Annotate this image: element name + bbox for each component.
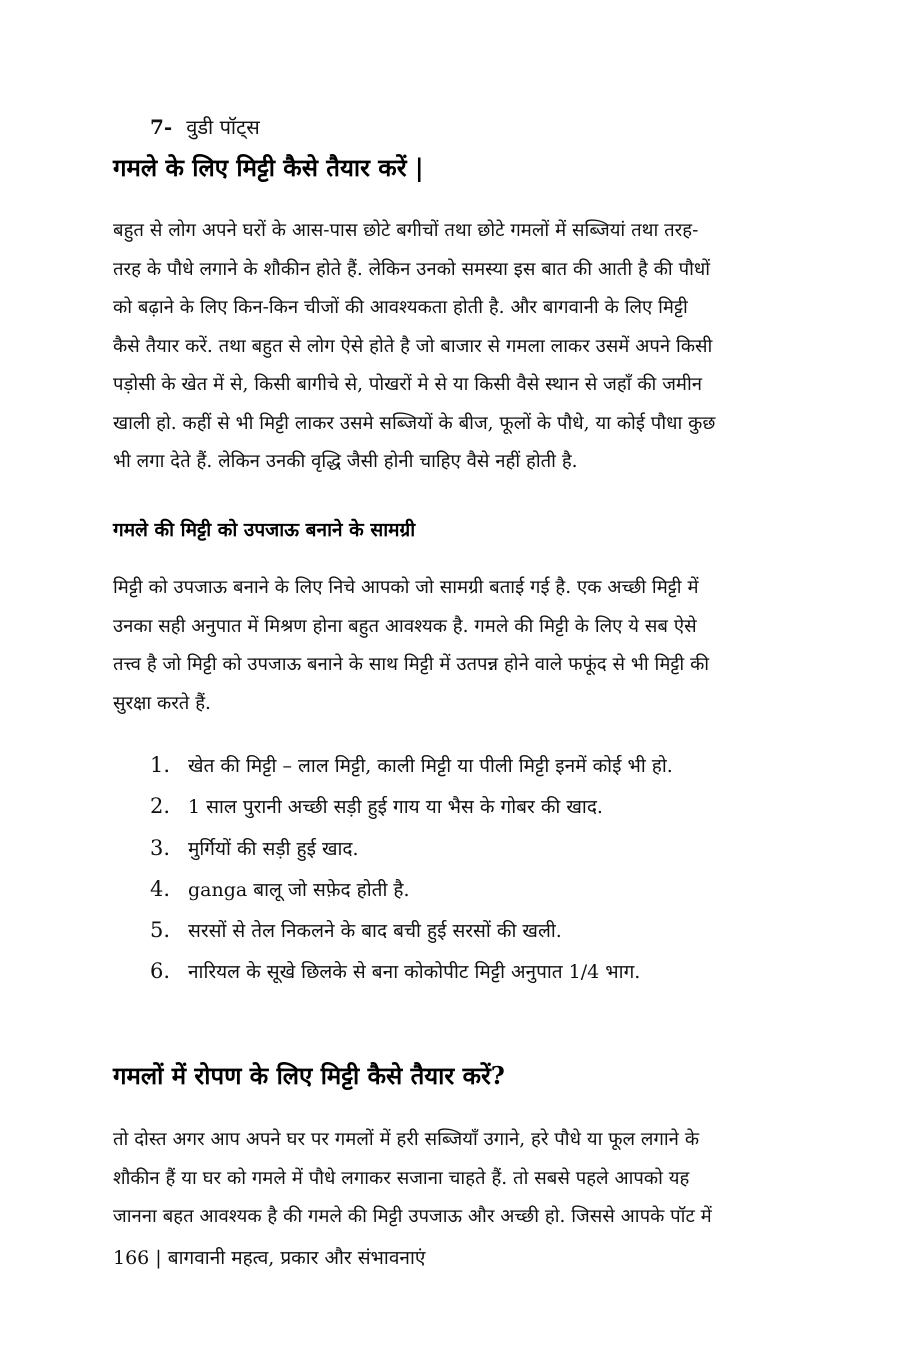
section-heading-potting-soil: गमलों में रोपण के लिए मिट्टी कैसे तैयार करें?	[113, 1061, 505, 1090]
subheading-materials: गमले की मिट्टी को उपजाऊ बनाने के सामग्री	[113, 519, 416, 541]
page-footer: 166 | बागवानी महत्व, प्रकार और संभावनाएं	[113, 1247, 426, 1269]
paragraph-line: तत्त्व है जो मिट्टी को उपजाऊ बनाने के साथ मिट्टी में उतपन्न होने वाले फफूंद से भी मिट्टी की	[113, 654, 710, 675]
paragraph-line: खाली हो. कहीं से भी मिट्टी लाकर उसमे सब्जियों के बीज, फूलों के पौधे, या कोई पौधा कुछ	[113, 412, 716, 434]
list-number: 6.	[150, 959, 171, 984]
list-item	[150, 951, 673, 992]
list-number: 3.	[150, 835, 171, 860]
paragraph-line: मिट्टी को उपजाऊ बनाने के लिए निचे आपको जो सामग्री बताई गई है. एक अच्छी मिट्टी में	[113, 577, 699, 598]
paragraph-line: पड़ोसी के खेत में से, किसी बागीचे से, पोखरों मे से या किसी वैसे स्थान से जहाँ की जमीन	[113, 374, 703, 395]
list-item	[150, 828, 673, 869]
list-item	[150, 869, 673, 910]
list-number: 5.	[150, 918, 171, 943]
paragraph-line: उनका सही अनुपात में मिश्रण होना बहुत आवश्यक है. गमले की मिट्टी के लिए ये सब ऐसे	[113, 615, 697, 637]
list-item	[150, 786, 673, 827]
list-item-text: खेत की मिट्टी – लाल मिट्टी, काली मिट्टी या पीली मिट्टी इनमें कोई भी हो.	[188, 755, 673, 777]
list-item-text: ganga बालू जो सफ़ेद होती है.	[188, 878, 410, 901]
list-number: 4.	[150, 876, 171, 901]
materials-list	[150, 745, 673, 993]
list-item-text: 1 साल पुरानी अच्छी सड़ी हुई गाय या भैस के गोबर की खाद.	[188, 796, 603, 819]
paragraph-line: शौकीन हैं या घर को गमले में पौधे लगाकर सजाना चाहते हैं. तो सबसे पहले आपको यह	[113, 1167, 690, 1189]
list-item-7	[150, 112, 260, 142]
list-item-text: मुर्गियों की सड़ी हुई खाद.	[188, 837, 359, 860]
paragraph-line: बहुत से लोग अपने घरों के आस-पास छोटे बगीचों तथा छोटे गमलों में सब्जियां तथा तरह-	[113, 220, 699, 241]
list-item-text: नारियल के सूखे छिलके से बना कोकोपीट मिट्टी अनुपात 1/4 भाग.	[188, 961, 641, 984]
list-number: 2.	[150, 794, 171, 819]
intro-paragraph	[113, 212, 789, 482]
list-item	[150, 745, 673, 786]
potting-paragraph	[113, 1121, 789, 1237]
paragraph-line: को बढ़ाने के लिए किन-किन चीजों की आवश्यकता होती है. और बागवानी के लिए मिट्टी	[113, 297, 688, 318]
paragraph-line: तो दोस्त अगर आप अपने घर पर गमलों में हरी सब्जियाँ उगाने, हरे पौधे या फूल लगाने के	[113, 1129, 700, 1150]
list-number: 7-	[150, 115, 173, 139]
list-item-text: वुडी पॉट्स	[186, 115, 260, 139]
paragraph-line: भी लगा देते हैं. लेकिन उनकी वृद्धि जैसी होनी चाहिए वैसे नहीं होती है.	[113, 451, 578, 472]
list-item	[150, 910, 673, 951]
paragraph-line: तरह के पौधे लगाने के शौकीन होते हैं. लेकिन उनको समस्या इस बात की आती है की पौधों	[113, 258, 711, 280]
materials-paragraph	[113, 569, 789, 723]
list-item-text: सरसों से तेल निकलने के बाद बची हुई सरसों की खली.	[188, 920, 562, 943]
section-heading-prepare-soil: गमले के लिए मिट्टी कैसे तैयार करें |	[113, 153, 424, 182]
paragraph-line: कैसे तैयार करें. तथा बहुत से लोग ऐसे होते है जो बाजार से गमला लाकर उसमें अपने किसी	[113, 335, 713, 357]
list-number: 1.	[150, 753, 171, 777]
paragraph-line: सुरक्षा करते हैं.	[113, 692, 211, 714]
paragraph-line: जानना बहत आवश्यक है की गमले की मिट्टी उपजाऊ और अच्छी हो. जिससे आपके पॉट में	[113, 1206, 712, 1227]
